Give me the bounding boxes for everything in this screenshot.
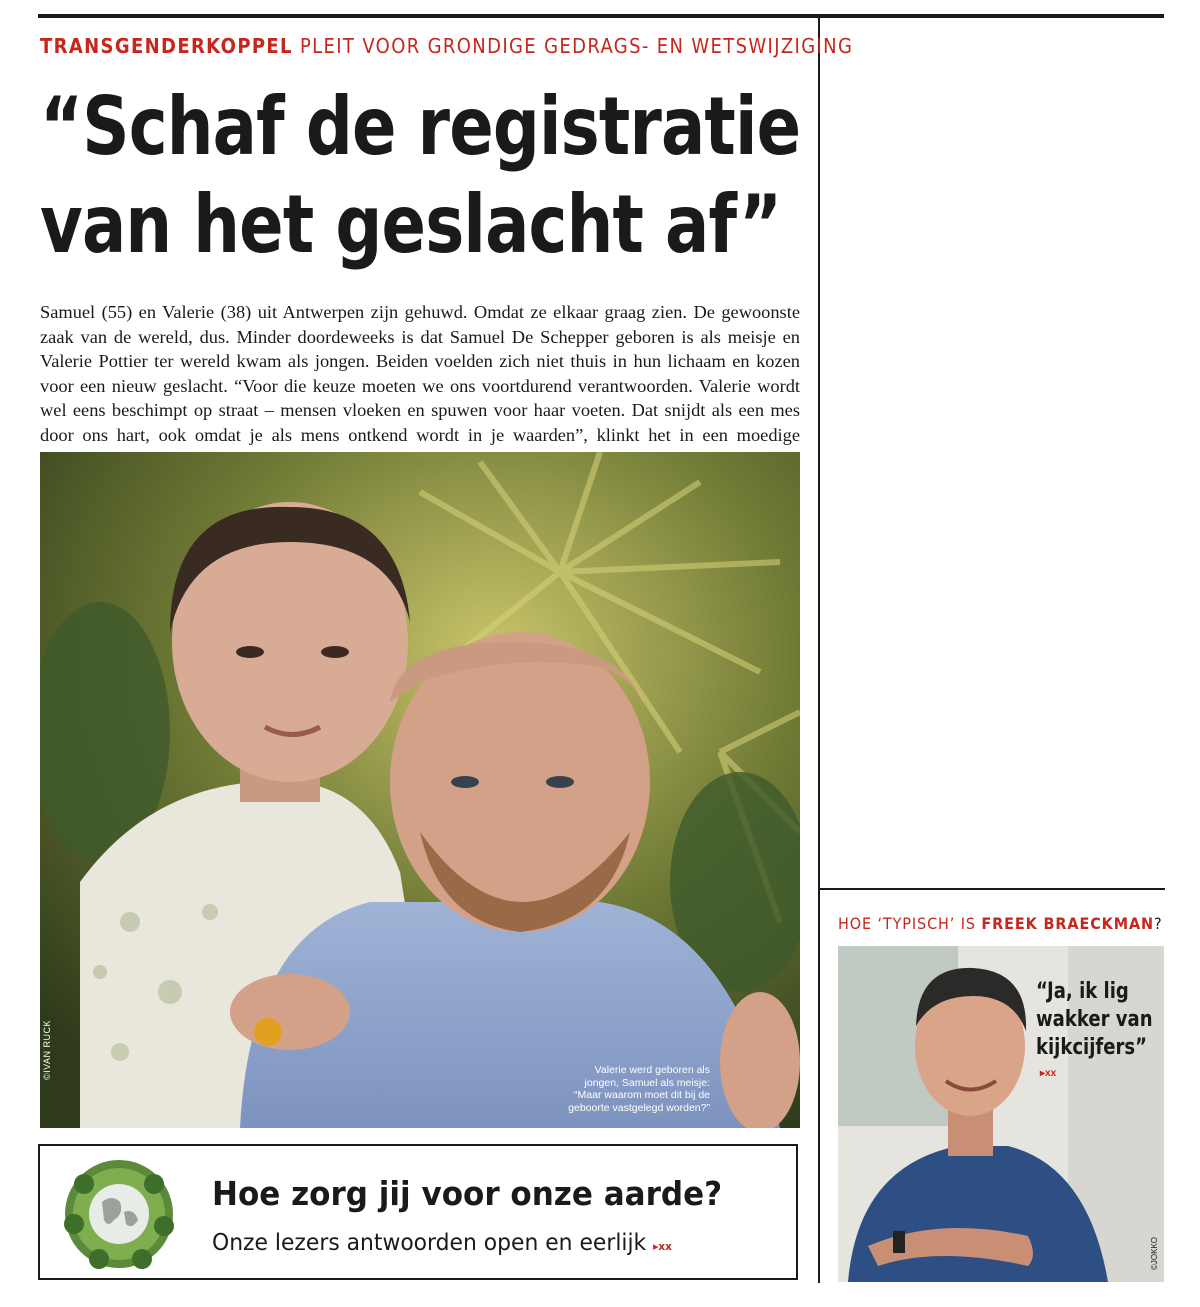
sidebar-kicker-name: FREEK BRAECKMAN: [981, 914, 1154, 933]
sidebar-kicker-pre: HOE ‘TYPISCH’ IS: [838, 914, 982, 933]
kicker-rest: PLEIT VOOR GRONDIGE GEDRAGS- EN WETSWIJZIGING: [292, 34, 854, 58]
promo-subtitle: [212, 1230, 672, 1256]
article-headline[interactable]: [40, 78, 801, 274]
promo-subtitle-text: Onze lezers antwoorden open en eerlijk: [212, 1230, 647, 1256]
headline-line-1: “Schaf de registratie: [40, 80, 801, 173]
kicker-bold: TRANSGENDERKOPPEL: [40, 34, 293, 58]
earth-wreath-icon: [54, 1154, 184, 1274]
headline-line-2: van het geslacht af”: [40, 178, 782, 271]
quote-line-3: kijkcijfers”: [1036, 1035, 1148, 1060]
promo-box[interactable]: [38, 1144, 798, 1280]
sidebar-quote: [1036, 978, 1153, 1062]
main-photo: [40, 452, 800, 1128]
photo-caption: Valerie werd geboren als jongen, Samuel als meisje: “Maar waarom moet dit bij de geboorte vastgelegd worden?”: [568, 1064, 710, 1114]
sidebar-kicker: [838, 914, 1163, 933]
photo-credit: ©IVAN RUCK: [42, 1020, 52, 1080]
article-kicker: [40, 34, 853, 58]
sidebar-photo-credit: ©JOKKO: [1150, 1236, 1159, 1270]
promo-page-ref[interactable]: ▸xx: [653, 1240, 672, 1253]
lead-paragraph: [40, 300, 800, 474]
quote-line-1: “Ja, ik lig: [1036, 979, 1129, 1004]
couple-photo-illustration: [40, 452, 800, 1128]
promo-title: Hoe zorg jij voor onze aarde?: [212, 1174, 723, 1213]
sidebar-kicker-question: ?: [1153, 914, 1163, 933]
lead-text: Samuel (55) en Valerie (38) uit Antwerpen zijn gehuwd. Omdat ze elkaar graag zien. De gewoonste zaak van de wereld, dus. Minder doordeweeks is dat Samuel De Schepper geboren is als meisje en Valerie Pottier ter wereld kwam als jongen. Beiden voelden zich niet thuis in hun lichaam en kozen voor een nieuw geslacht. “Voor die keuze moeten we ons voortdurend verantwoorden. Valerie wordt wel eens beschimpt op straat – mensen vloeken en spuwen voor haar voeten. Dat snijdt als een mes door ons hart, ook omdat je als mens ontkend wordt in je waarden”, klinkt het in een moedige: [40, 302, 800, 445]
top-rule: [38, 14, 1164, 18]
sidebar-rule: [820, 888, 1165, 890]
quote-line-2: wakker van: [1036, 1007, 1153, 1032]
column-divider: [818, 18, 820, 1283]
sidebar-page-ref[interactable]: ▸xx: [1040, 1068, 1057, 1079]
